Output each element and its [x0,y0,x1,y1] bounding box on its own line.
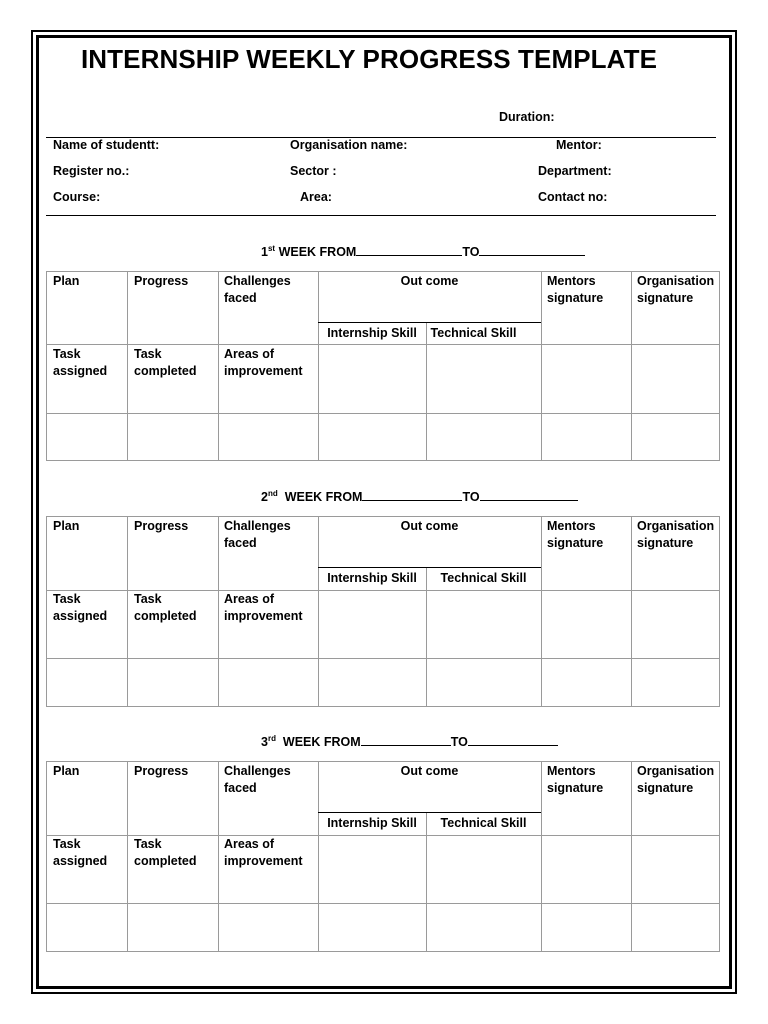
technical-skill-header: Technical Skill [440,816,527,830]
progress-header: Progress [134,519,189,533]
organisation-name-label: Organisation name: [290,138,408,152]
week-3-header [261,734,558,749]
week-to-label: TO [462,490,480,504]
week-from-label: WEEK FROM [282,735,361,749]
from-date-blank [362,489,462,501]
week-to-label: TO [462,245,480,259]
mentors-signature-header: Mentors signature [547,764,604,795]
week-suffix: rd [267,733,276,743]
challenges-header: Challenges faced [224,764,291,795]
internship-skill-header: Internship Skill [327,326,417,340]
plan-header: Plan [53,519,80,533]
duration-label: Duration: [499,110,555,124]
plan-header: Plan [53,764,80,778]
mentor-label: Mentor: [556,138,602,152]
task-assigned-label: Task assigned [53,592,108,623]
sector-label: Sector : [290,164,337,178]
from-date-blank [356,244,462,256]
week-number: 3 [261,735,268,749]
student-name-label: Name of studentt: [53,138,160,152]
to-date-blank [480,489,578,501]
mentors-signature-header: Mentors signature [547,274,604,305]
technical-skill-header: Technical Skill [440,571,527,585]
organisation-signature-header: Organisation signature [637,274,715,305]
register-no-label: Register no.: [53,164,130,178]
plan-header: Plan [53,274,80,288]
internship-skill-header: Internship Skill [327,816,417,830]
week-2-header [261,489,578,504]
week-3-table [46,761,720,952]
outcome-header: Out come [400,764,459,778]
technical-skill-header: Technical Skill [430,326,517,340]
week-suffix: st [267,243,276,253]
progress-header: Progress [134,274,189,288]
task-completed-label: Task completed [134,592,197,623]
week-2-table [46,516,720,707]
outcome-header: Out come [400,274,459,288]
internship-skill-header: Internship Skill [327,571,417,585]
contact-no-label: Contact no: [538,190,608,204]
areas-of-improvement-label: Areas of improvement [224,837,303,868]
challenges-header: Challenges faced [224,519,291,550]
week-from-label: WEEK FROM [284,490,363,504]
course-label: Course: [53,190,101,204]
to-date-blank [468,734,558,746]
page-title: INTERNSHIP WEEKLY PROGRESS TEMPLATE [80,44,658,74]
organisation-signature-header: Organisation signature [637,519,715,550]
areas-of-improvement-label: Areas of improvement [224,592,303,623]
areas-of-improvement-label: Areas of improvement [224,347,303,378]
week-from-label: WEEK FROM [278,245,357,259]
task-assigned-label: Task assigned [53,347,108,378]
area-label: Area: [300,190,332,204]
week-to-label: TO [450,735,468,749]
mentors-signature-header: Mentors signature [547,519,604,550]
week-1-header [261,244,585,259]
week-1-table [46,271,720,461]
challenges-header: Challenges faced [224,274,291,305]
task-assigned-label: Task assigned [53,837,108,868]
outcome-header: Out come [400,519,459,533]
task-completed-label: Task completed [134,837,197,868]
task-completed-label: Task completed [134,347,197,378]
department-label: Department: [538,164,612,178]
progress-header: Progress [134,764,189,778]
organisation-signature-header: Organisation signature [637,764,715,795]
week-number: 2 [261,490,268,504]
week-number: 1 [261,245,268,259]
from-date-blank [361,734,451,746]
info-bottom-rule [46,215,716,216]
week-suffix: nd [267,488,278,498]
to-date-blank [479,244,585,256]
